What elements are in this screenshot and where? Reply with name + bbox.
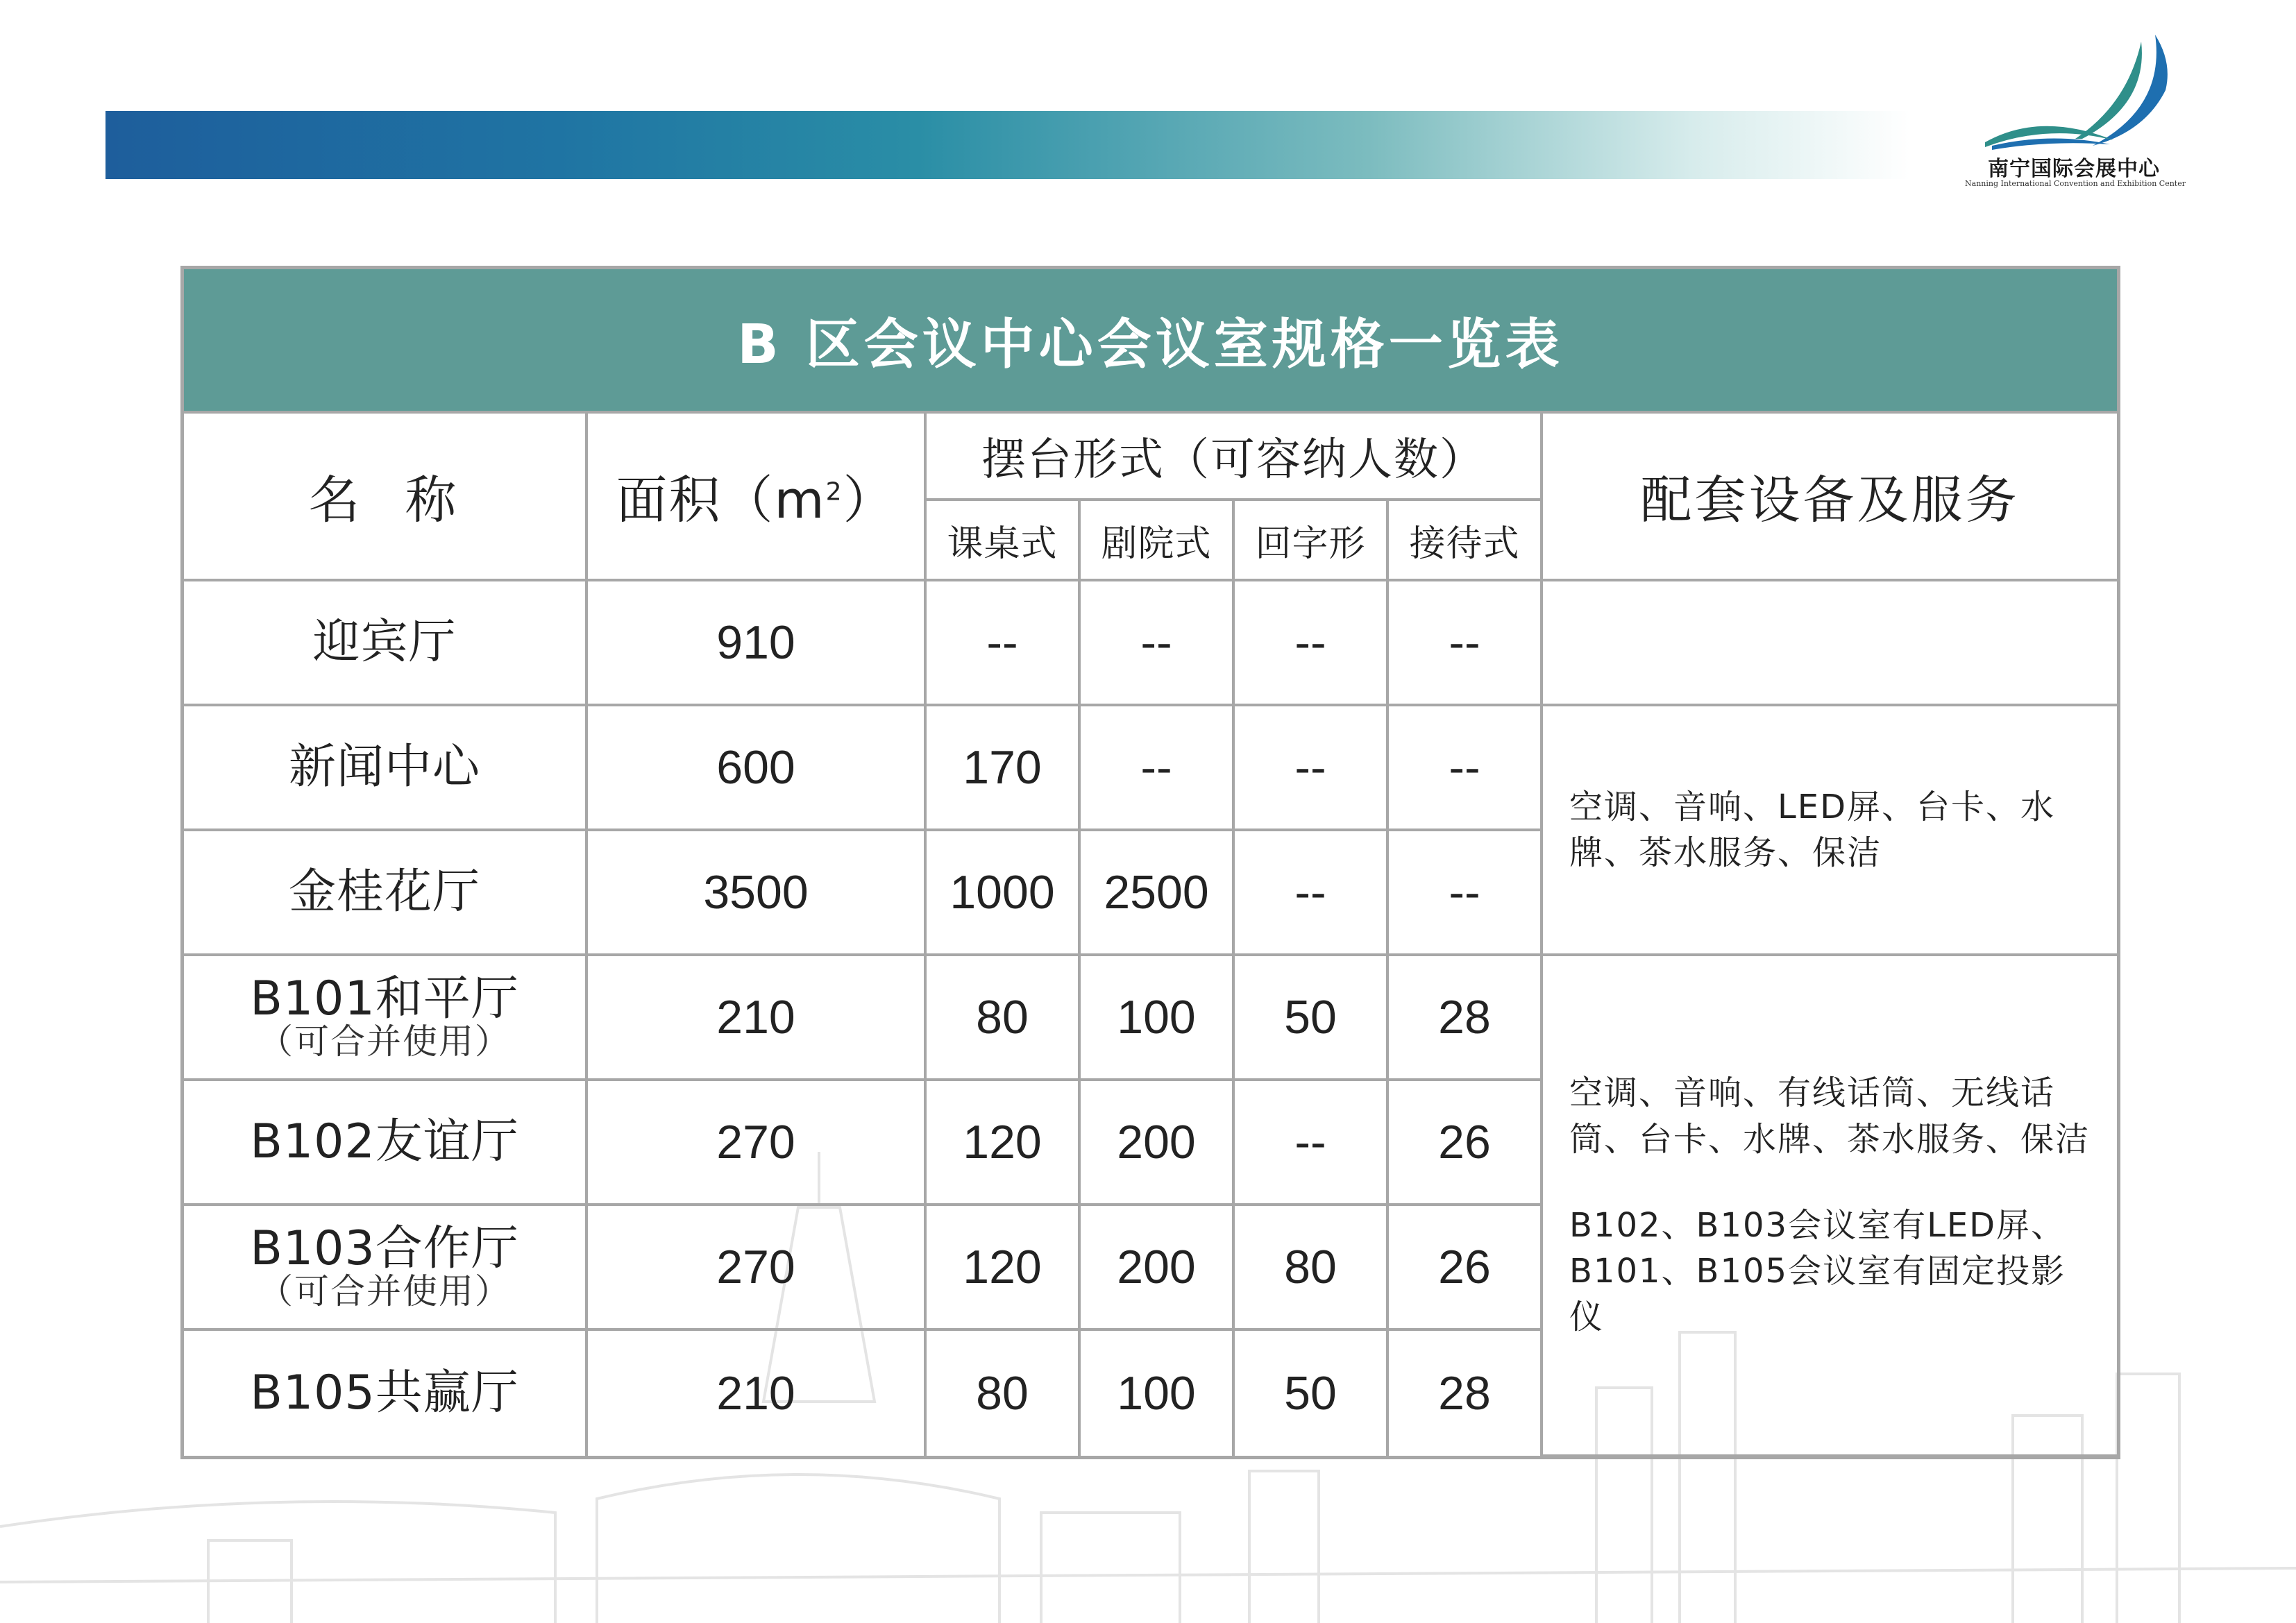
capacity-reception: 26 [1387, 1205, 1542, 1329]
header-layout-theater: 剧院式 [1079, 500, 1233, 580]
capacity-theater: 200 [1079, 1205, 1233, 1329]
room-area: 910 [586, 580, 925, 705]
capacity-classroom: 80 [925, 1329, 1079, 1456]
room-name: 新闻中心 [184, 705, 586, 830]
room-name-cell [184, 1205, 586, 1329]
table-title: B 区会议中心会议室规格一览表 [184, 269, 2117, 414]
header-area-close: ） [843, 470, 896, 530]
room-area: 210 [586, 955, 925, 1080]
capacity-u-shape: 50 [1233, 955, 1387, 1080]
header-area-sup: 2 [825, 477, 843, 507]
capacity-classroom: 120 [925, 1080, 1079, 1205]
spec-table-panel [180, 266, 2120, 1459]
room-area: 600 [586, 705, 925, 830]
equipment-group-b-services: 空调、音响、有线话筒、无线话筒、台卡、水牌、茶水服务、保洁 [1569, 1073, 2091, 1159]
room-area: 270 [586, 1205, 925, 1329]
capacity-u-shape: -- [1233, 1080, 1387, 1205]
logo-name: 南宁国际会展中心 [1988, 157, 2160, 181]
capacity-classroom: 120 [925, 1205, 1079, 1329]
equipment-group-b-notes: B102、B103会议室有LED屏、B101、B105会议室有固定投影仪 [1569, 1205, 2066, 1337]
equipment-empty [1542, 580, 2117, 705]
capacity-u-shape: 80 [1233, 1205, 1387, 1329]
room-spec-table [184, 414, 2117, 1457]
room-area: 270 [586, 1080, 925, 1205]
capacity-classroom: -- [925, 580, 1079, 705]
room-name: B101和平厅 [250, 971, 519, 1027]
equipment-group-a: 空调、音响、LED屏、台卡、水牌、茶水服务、保洁 [1542, 705, 2117, 955]
capacity-u-shape: -- [1233, 830, 1387, 955]
equipment-spacer [1569, 1162, 2097, 1203]
equipment-group-b [1542, 955, 2117, 1456]
room-name: B103合作厅 [250, 1221, 519, 1277]
table-row [184, 955, 2117, 1080]
capacity-u-shape: 50 [1233, 1329, 1387, 1456]
capacity-theater: -- [1079, 580, 1233, 705]
header-equipment: 配套设备及服务 [1542, 414, 2117, 580]
header-layout-u-shape: 回字形 [1233, 500, 1387, 580]
logo-subtitle: Nanning International Convention and Exhibition Center [1965, 179, 2186, 188]
header-gradient-band [105, 111, 1910, 179]
room-note: （可合并使用） [258, 1271, 511, 1311]
room-name: 金桂花厅 [184, 830, 586, 955]
capacity-classroom: 170 [925, 705, 1079, 830]
table-row [184, 580, 2117, 705]
capacity-reception: -- [1387, 705, 1542, 830]
capacity-theater: 100 [1079, 1329, 1233, 1456]
room-name: B105共赢厅 [184, 1329, 586, 1456]
room-name: 迎宾厅 [184, 580, 586, 705]
capacity-reception: 28 [1387, 955, 1542, 1080]
capacity-theater: -- [1079, 705, 1233, 830]
room-note: （可合并使用） [258, 1021, 511, 1062]
header-layout-classroom: 课桌式 [925, 500, 1079, 580]
capacity-classroom: 80 [925, 955, 1079, 1080]
header-layout-reception: 接待式 [1387, 500, 1542, 580]
capacity-theater: 100 [1079, 955, 1233, 1080]
capacity-u-shape: -- [1233, 705, 1387, 830]
table-row [184, 705, 2117, 830]
room-name: B102友谊厅 [184, 1080, 586, 1205]
capacity-theater: 200 [1079, 1080, 1233, 1205]
room-area: 3500 [586, 830, 925, 955]
capacity-classroom: 1000 [925, 830, 1079, 955]
room-area: 210 [586, 1329, 925, 1456]
capacity-theater: 2500 [1079, 830, 1233, 955]
capacity-u-shape: -- [1233, 580, 1387, 705]
capacity-reception: 26 [1387, 1080, 1542, 1205]
capacity-reception: 28 [1387, 1329, 1542, 1456]
header-name: 名 称 [184, 414, 586, 580]
header-area [586, 414, 925, 580]
room-name-cell [184, 955, 586, 1080]
capacity-reception: -- [1387, 580, 1542, 705]
header-area-label: 面积（m [616, 470, 826, 530]
capacity-reception: -- [1387, 830, 1542, 955]
header-layout-group: 摆台形式（可容纳人数） [925, 414, 1542, 500]
